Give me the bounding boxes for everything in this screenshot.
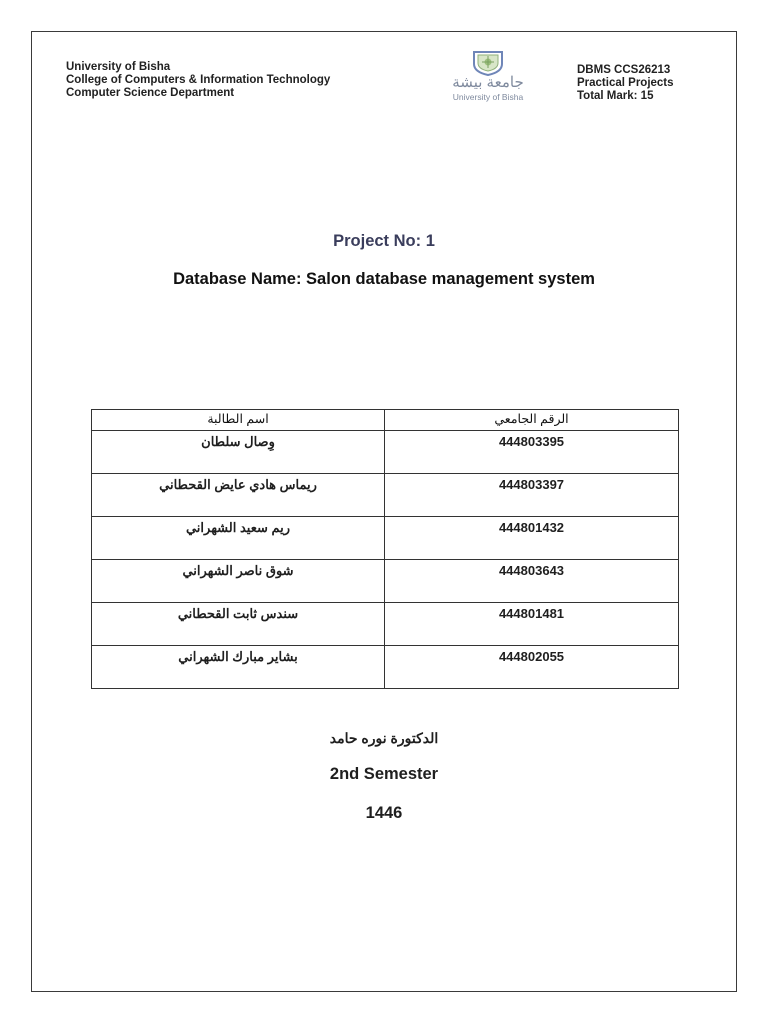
- header-student-name: اسم الطالبة: [92, 410, 385, 431]
- table-header-row: [92, 410, 679, 431]
- student-name: شوق ناصر الشهراني: [92, 560, 385, 603]
- student-name: وِصال سلطان: [92, 431, 385, 474]
- student-id: 444801432: [385, 517, 679, 560]
- table-row: [92, 474, 679, 517]
- student-name: ريماس هادي عايض القحطاني: [92, 474, 385, 517]
- total-mark: Total Mark: 15: [577, 90, 654, 102]
- project-number: Project No: 1: [333, 232, 435, 250]
- student-id: 444802055: [385, 646, 679, 689]
- database-name: Database Name: Salon database management system: [173, 270, 595, 288]
- table-row: [92, 560, 679, 603]
- student-id: 444803643: [385, 560, 679, 603]
- table-row: [92, 517, 679, 560]
- student-id: 444801481: [385, 603, 679, 646]
- department-name: Computer Science Department: [66, 87, 235, 99]
- table-row: [92, 646, 679, 689]
- header-student-id: الرقم الجامعي: [385, 410, 679, 431]
- semester: 2nd Semester: [329, 765, 439, 783]
- university-seal-icon: [470, 50, 506, 76]
- institution-header: [66, 61, 330, 100]
- student-id: 444803395: [385, 431, 679, 474]
- student-name: بشاير مبارك الشهراني: [92, 646, 385, 689]
- table-row: [92, 431, 679, 474]
- course-code: DBMS CCS26213: [577, 64, 671, 76]
- student-name: سندس ثابت القحطاني: [92, 603, 385, 646]
- table-row: [92, 603, 679, 646]
- academic-year: 1446: [365, 804, 403, 822]
- supervisor-name: الدكتورة نوره حامد: [329, 730, 439, 746]
- university-logo: [436, 50, 540, 106]
- college-name: College of Computers & Information Technology: [66, 74, 331, 86]
- course-type: Practical Projects: [577, 77, 674, 89]
- university-name: University of Bisha: [66, 61, 171, 73]
- student-id: 444803397: [385, 474, 679, 517]
- student-name: ريم سعيد الشهراني: [92, 517, 385, 560]
- logo-arabic-text: جامعة بيشة: [452, 74, 524, 91]
- logo-english-text: University of Bisha: [452, 92, 524, 102]
- course-info: [577, 64, 674, 103]
- students-table: [91, 409, 679, 689]
